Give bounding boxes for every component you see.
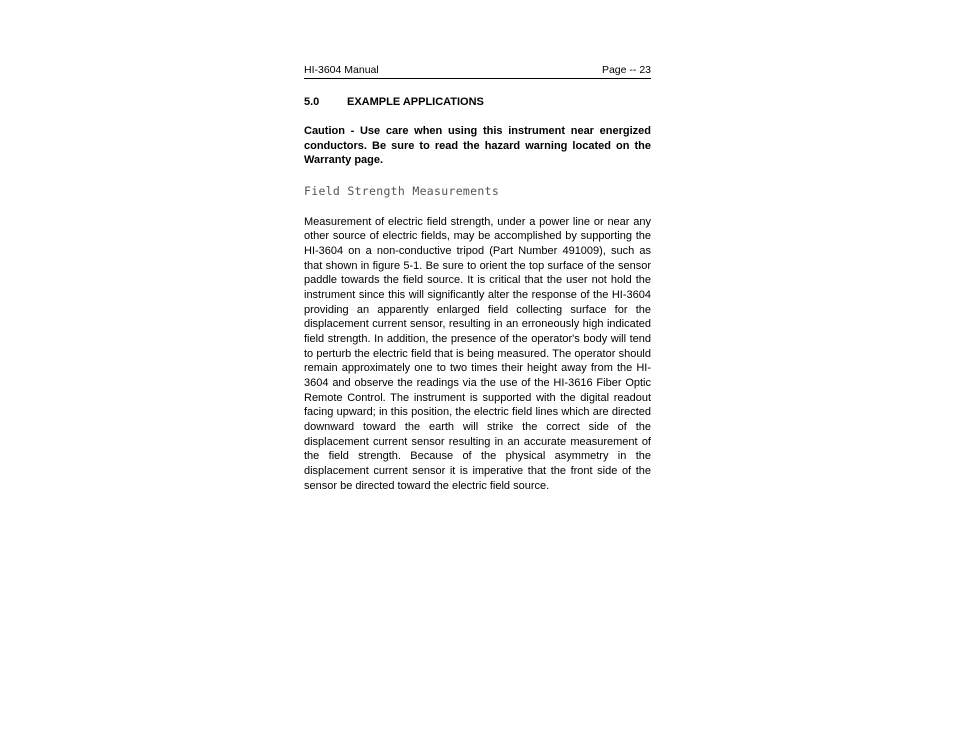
manual-page: [304, 64, 651, 493]
caution-notice: Caution - Use care when using this instrument near energized conductors. Be sure to read the hazard warning located on the Warranty page.: [304, 125, 651, 167]
running-header: [304, 64, 651, 79]
section-heading: [304, 95, 651, 109]
manual-title: HI-3604 Manual: [304, 64, 379, 76]
subsection-heading: Field Strength Measurements: [304, 183, 500, 198]
section-number: 5.0: [304, 96, 320, 108]
body-paragraph: Measurement of electric field strength, under a power line or near any other source of electric fields, may be accomplished by supporting the HI-3604 on a non-conductive tripod (Part Number 491009), such as that shown in figure 5-1. Be sure to orient the top surface of the sensor paddle towards the field source. It is critical that the user not hold the instrument since this will significantly alter the response of the HI-3604 providing an apparently enlarged field collecting surface for the displacement current sensor, resulting in an erroneously high indicated field strength. In addition, the presence of the operator's body will tend to perturb the electric field that is being measured. The operator should remain approximately one to two times their height away from the HI-3604 and observe the readings via the use of the HI-3616 Fiber Optic Remote Control. The instrument is supported with the digital readout facing upward; in this position, the electric field lines which are directed downward toward the earth will strike the correct side of the displacement current sensor resulting in an accurate measurement of the field strength. Because of the physical asymmetry in the displacement current sensor it is imperative that the front side of the sensor be directed toward the electric field source.: [304, 215, 651, 492]
page-number: Page -- 23: [601, 64, 651, 76]
section-title: EXAMPLE APPLICATIONS: [347, 96, 484, 108]
